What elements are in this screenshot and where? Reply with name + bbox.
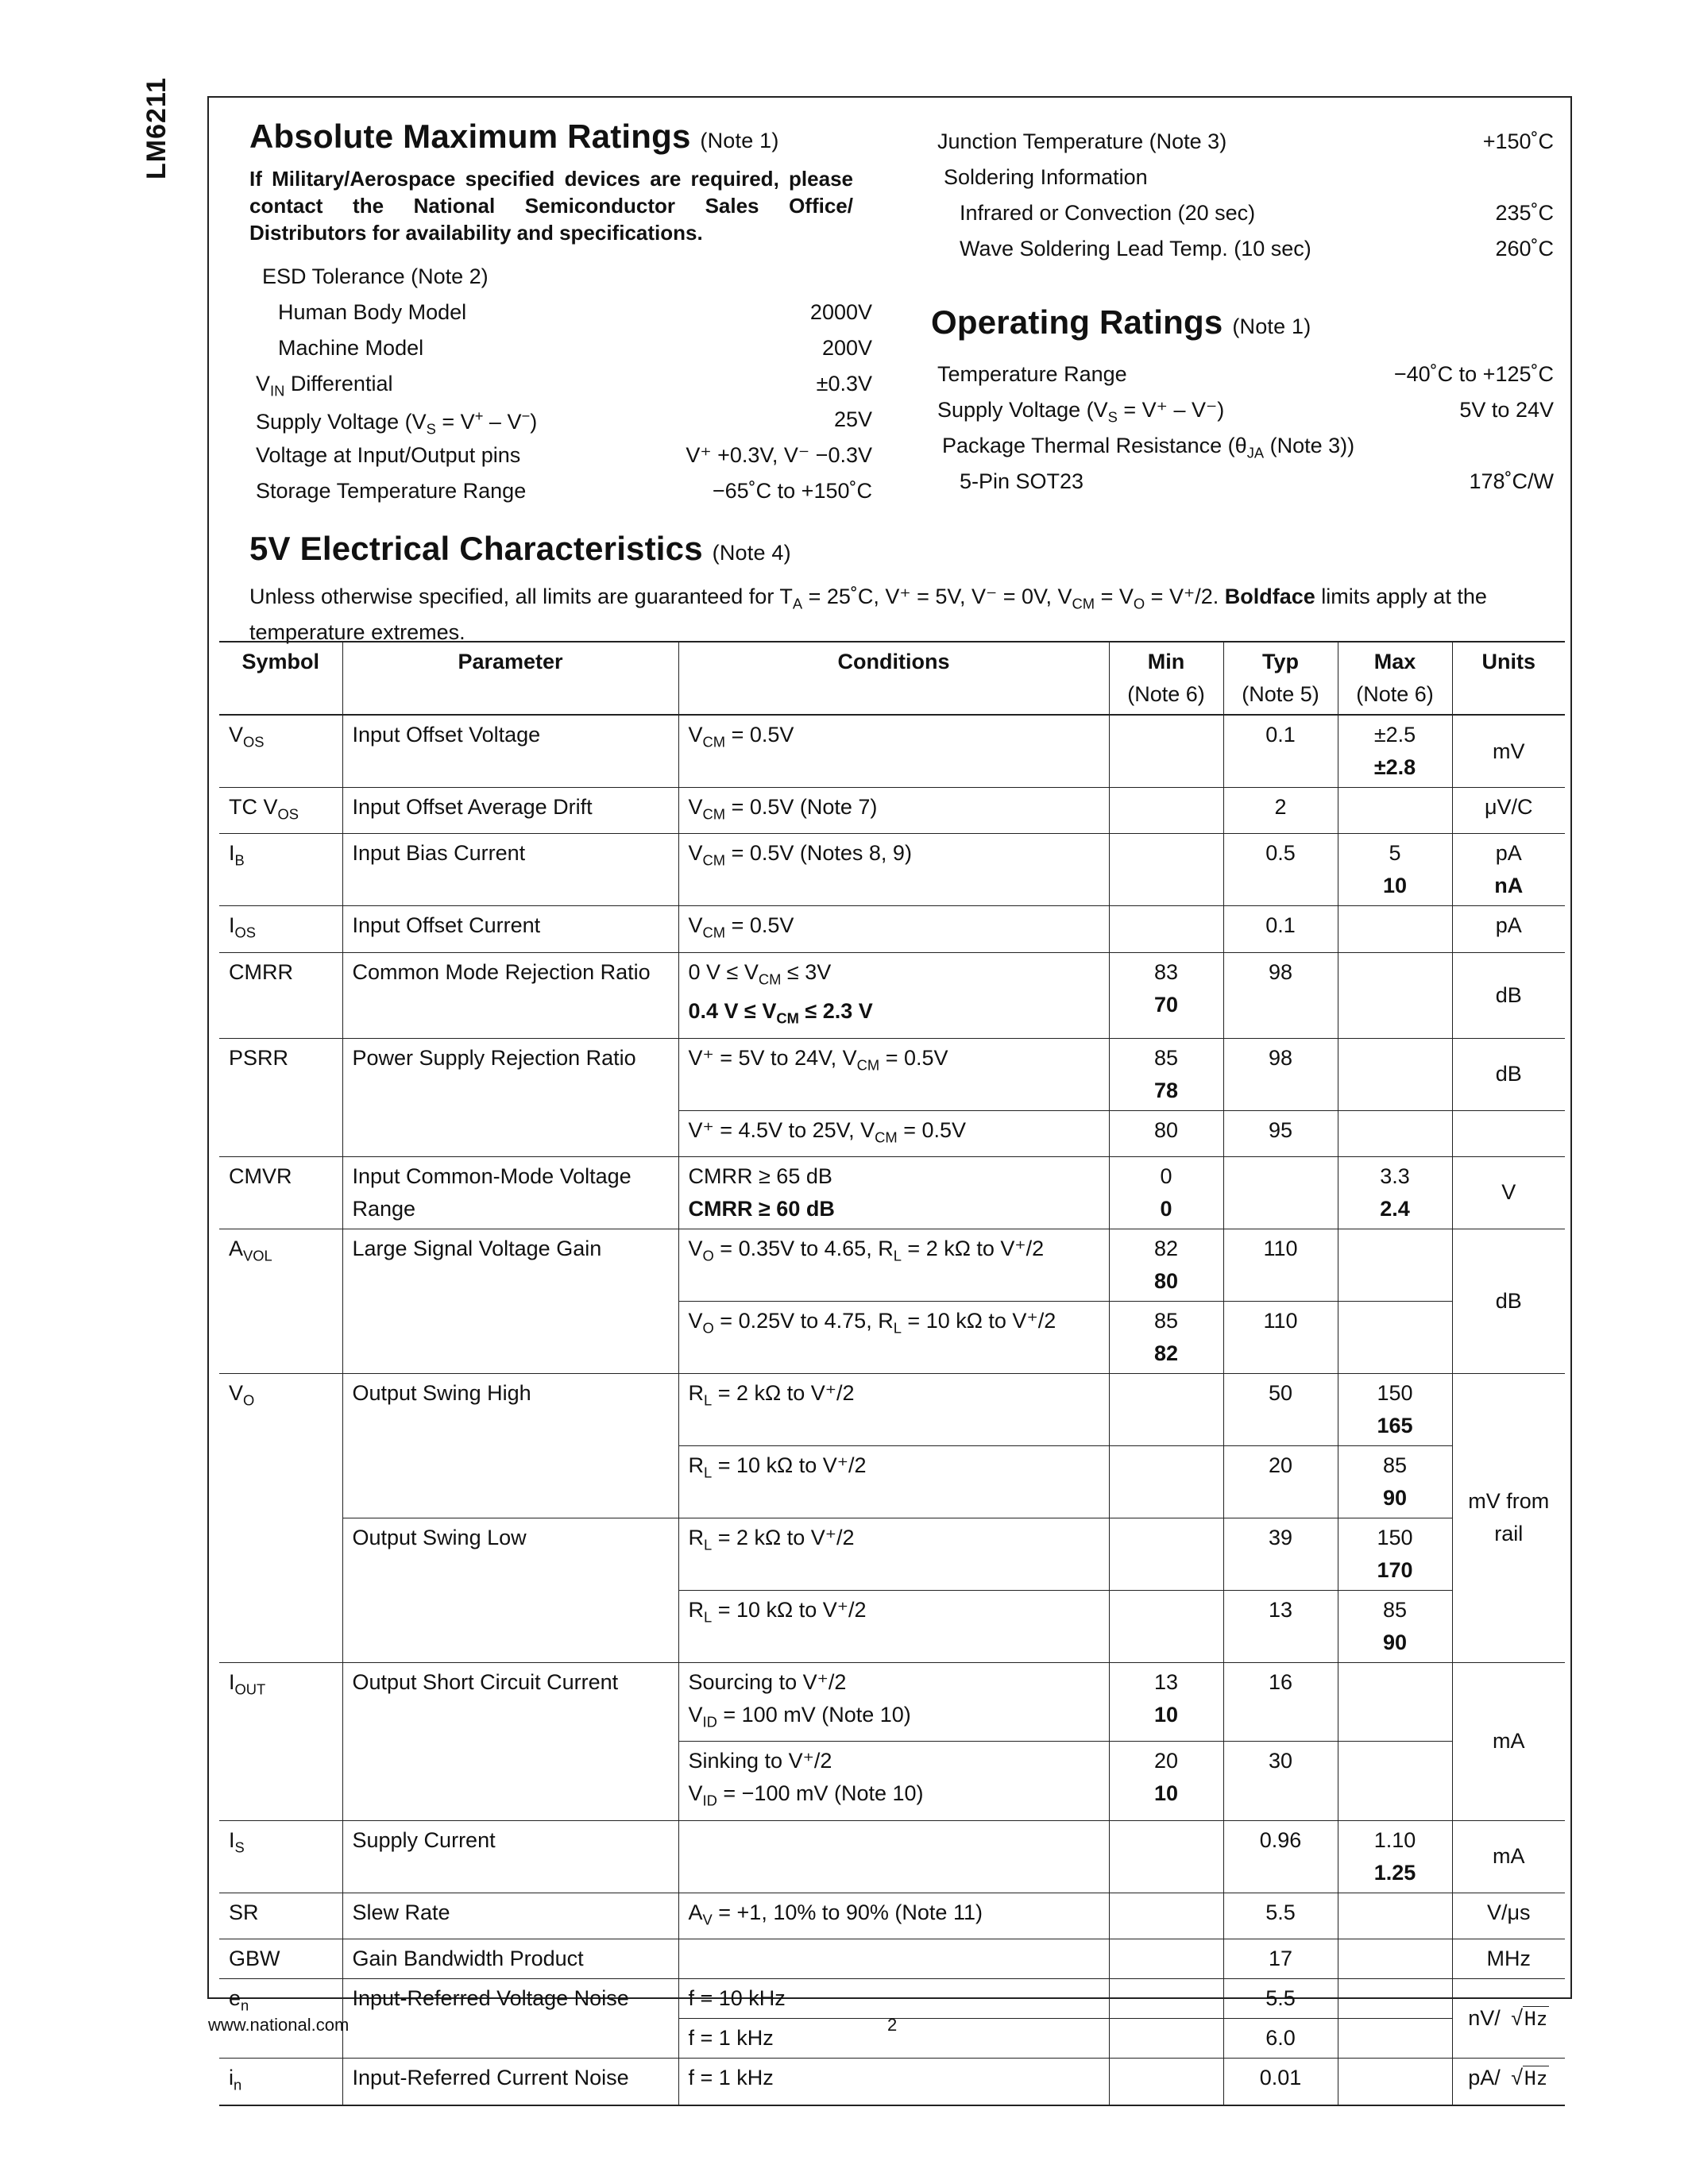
sqrt-symbol: √Hz xyxy=(1511,2006,1548,2031)
table-row: SR Slew Rate $A_V = +1$, 10% to 90% (Note 11) 5.5 V/μs xyxy=(219,1893,1565,1939)
footer-website[interactable]: www.national.com xyxy=(208,2015,350,2035)
electrical-characteristics-table xyxy=(219,641,1565,2106)
sot23-row: 5-Pin SOT23 178˚C/W xyxy=(960,469,1554,493)
table-row: Output Swing Low $R_L = 2$ kΩ to V⁺/2 39 150 170 xyxy=(219,1518,1565,1590)
col-parameter: Parameter xyxy=(342,642,678,715)
side-part-number: LM6211 xyxy=(141,77,172,179)
col-conditions: Conditions xyxy=(678,642,1109,715)
op-ratings-heading: Operating Ratings (Note 1) xyxy=(931,303,1311,341)
table-row: CMVR Input Common-Mode Voltage Range CMRR ≥ 65 dB CMRR ≥ 60 dB 0 0 3.3 2.4 V xyxy=(219,1156,1565,1229)
table-row: $V_{OS}$ Input Offset Voltage $V_{CM} = 0.5V$ 0.1 ±2.5 ±2.8 mV xyxy=(219,715,1565,788)
ec-intro: Unless otherwise specified, all limits are guaranteed for $T_A$ = 25˚C, V⁺ = 5V, V⁻ = 0V, $V_{CM} = V_O = V^+/2$. Boldface limits apply at the temperature extremes. xyxy=(249,585,1487,645)
table-row: PSRR Power Supply Rejection Ratio V⁺ = 5V to 24V, $V_{CM} = 0.5V$ 85 78 98 dB xyxy=(219,1038,1565,1110)
table-row: TC $V_{OS}$ Input Offset Average Drift $V_{CM} = 0.5V$ (Note 7) 2 μV/C xyxy=(219,788,1565,834)
abs-max-heading: Absolute Maximum Ratings (Note 1) xyxy=(249,118,779,155)
wave-solder-row: Wave Soldering Lead Temp. (10 sec) 260˚C xyxy=(960,237,1554,260)
table-row: V⁺ = 4.5V to 25V, $V_{CM} = 0.5V$ 80 95 xyxy=(219,1110,1565,1156)
vin-diff-row: $V_{IN}$ Differential ±0.3V xyxy=(256,372,872,399)
table-row: GBW Gain Bandwidth Product 17 MHz xyxy=(219,1939,1565,1979)
table-row: $V_O$ Output Swing High $R_L = 2$ kΩ to V⁺/2 50 150 165 mV from rail xyxy=(219,1373,1565,1445)
table-row: $i_n$ Input-Referred Current Noise f = 1 kHz 0.01 pA/ √Hz xyxy=(219,2059,1565,2105)
col-max: Max (Note 6) xyxy=(1338,642,1452,715)
col-typ: Typ (Note 5) xyxy=(1223,642,1338,715)
table-row: $I_{OUT}$ Output Short Circuit Current Sourcing to V⁺/2 $V_{ID} = 100$ mV (Note 10) 13 10 16 mA xyxy=(219,1662,1565,1741)
soldering-label-row: Soldering Information xyxy=(944,165,1148,189)
op-supply-row: Supply Voltage $(V_S = V^+ - V^-)$ 5V to 24V xyxy=(937,398,1554,426)
table-row: $V_O = 0.25V$ to 4.75, $R_L = 10$ kΩ to V⁺/2 85 82 110 xyxy=(219,1301,1565,1373)
table-row: $I_B$ Input Bias Current $V_{CM} = 0.5V$ (Notes 8, 9) 0.5 5 10 pA nA xyxy=(219,834,1565,906)
esd-label-row: ESD Tolerance (Note 2) xyxy=(262,264,489,288)
junction-temp-row: Junction Temperature (Note 3) +150˚C xyxy=(937,129,1554,153)
table-row: $R_L = 10$ kΩ to V⁺/2 13 85 90 xyxy=(219,1590,1565,1662)
storage-temp-row: Storage Temperature Range −65˚C to +150˚C xyxy=(256,479,872,503)
sqrt-symbol: √Hz xyxy=(1511,2066,1548,2090)
table-row: $A_{VOL}$ Large Signal Voltage Gain $V_O = 0.35V$ to 4.65, $R_L = 2$ kΩ to V⁺/2 82 80 110 dB xyxy=(219,1229,1565,1301)
mm-row: Machine Model 200V xyxy=(278,336,872,360)
table-row: $R_L = 10$ kΩ to V⁺/2 20 85 90 xyxy=(219,1445,1565,1518)
abs-max-intro: If Military/Aerospace specified devices are required, please contact the National Semiconductor Sales Office/ Distributors for availability and specifications. xyxy=(249,167,853,245)
table-row: Sinking to V⁺/2 $V_{ID} = -100$ mV (Note 10) 20 10 30 xyxy=(219,1742,1565,1820)
table-row: $I_{OS}$ Input Offset Current $V_{CM} = 0.5V$ 0.1 pA xyxy=(219,906,1565,952)
col-symbol: Symbol xyxy=(219,642,342,715)
supply-voltage-row: Supply Voltage $(V_S = V^+ - V^-)$ 25V xyxy=(256,407,872,438)
table-row: $e_n$ Input-Referred Voltage Noise f = 10 kHz 5.5 nV/ √Hz xyxy=(219,1979,1565,2019)
col-min: Min (Note 6) xyxy=(1109,642,1223,715)
col-units: Units xyxy=(1452,642,1565,715)
table-row: CMRR Common Mode Rejection Ratio 0 $V \le V_{CM} \le 3V$ 0.4 $V \le V_{CM} \le 2.3$ V 83 70 98 dB xyxy=(219,952,1565,1038)
ec-heading: 5V Electrical Characteristics (Note 4) xyxy=(249,530,791,567)
hbm-row: Human Body Model 2000V xyxy=(278,300,872,324)
op-temp-row: Temperature Range −40˚C to +125˚C xyxy=(937,362,1554,386)
thermal-res-row: Package Thermal Resistance ($\theta_{JA}$ (Note 3)) xyxy=(942,434,1355,461)
io-voltage-row: Voltage at Input/Output pins V⁺ +0.3V, V⁻ −0.3V xyxy=(256,443,872,467)
table-row: f = 1 kHz 6.0 xyxy=(219,2019,1565,2059)
table-row: $I_S$ Supply Current 0.96 1.10 1.25 mA xyxy=(219,1820,1565,1893)
table-header-row xyxy=(219,642,1565,715)
footer-page-number: 2 xyxy=(887,2015,898,2035)
infrared-row: Infrared or Convection (20 sec) 235˚C xyxy=(960,201,1554,225)
